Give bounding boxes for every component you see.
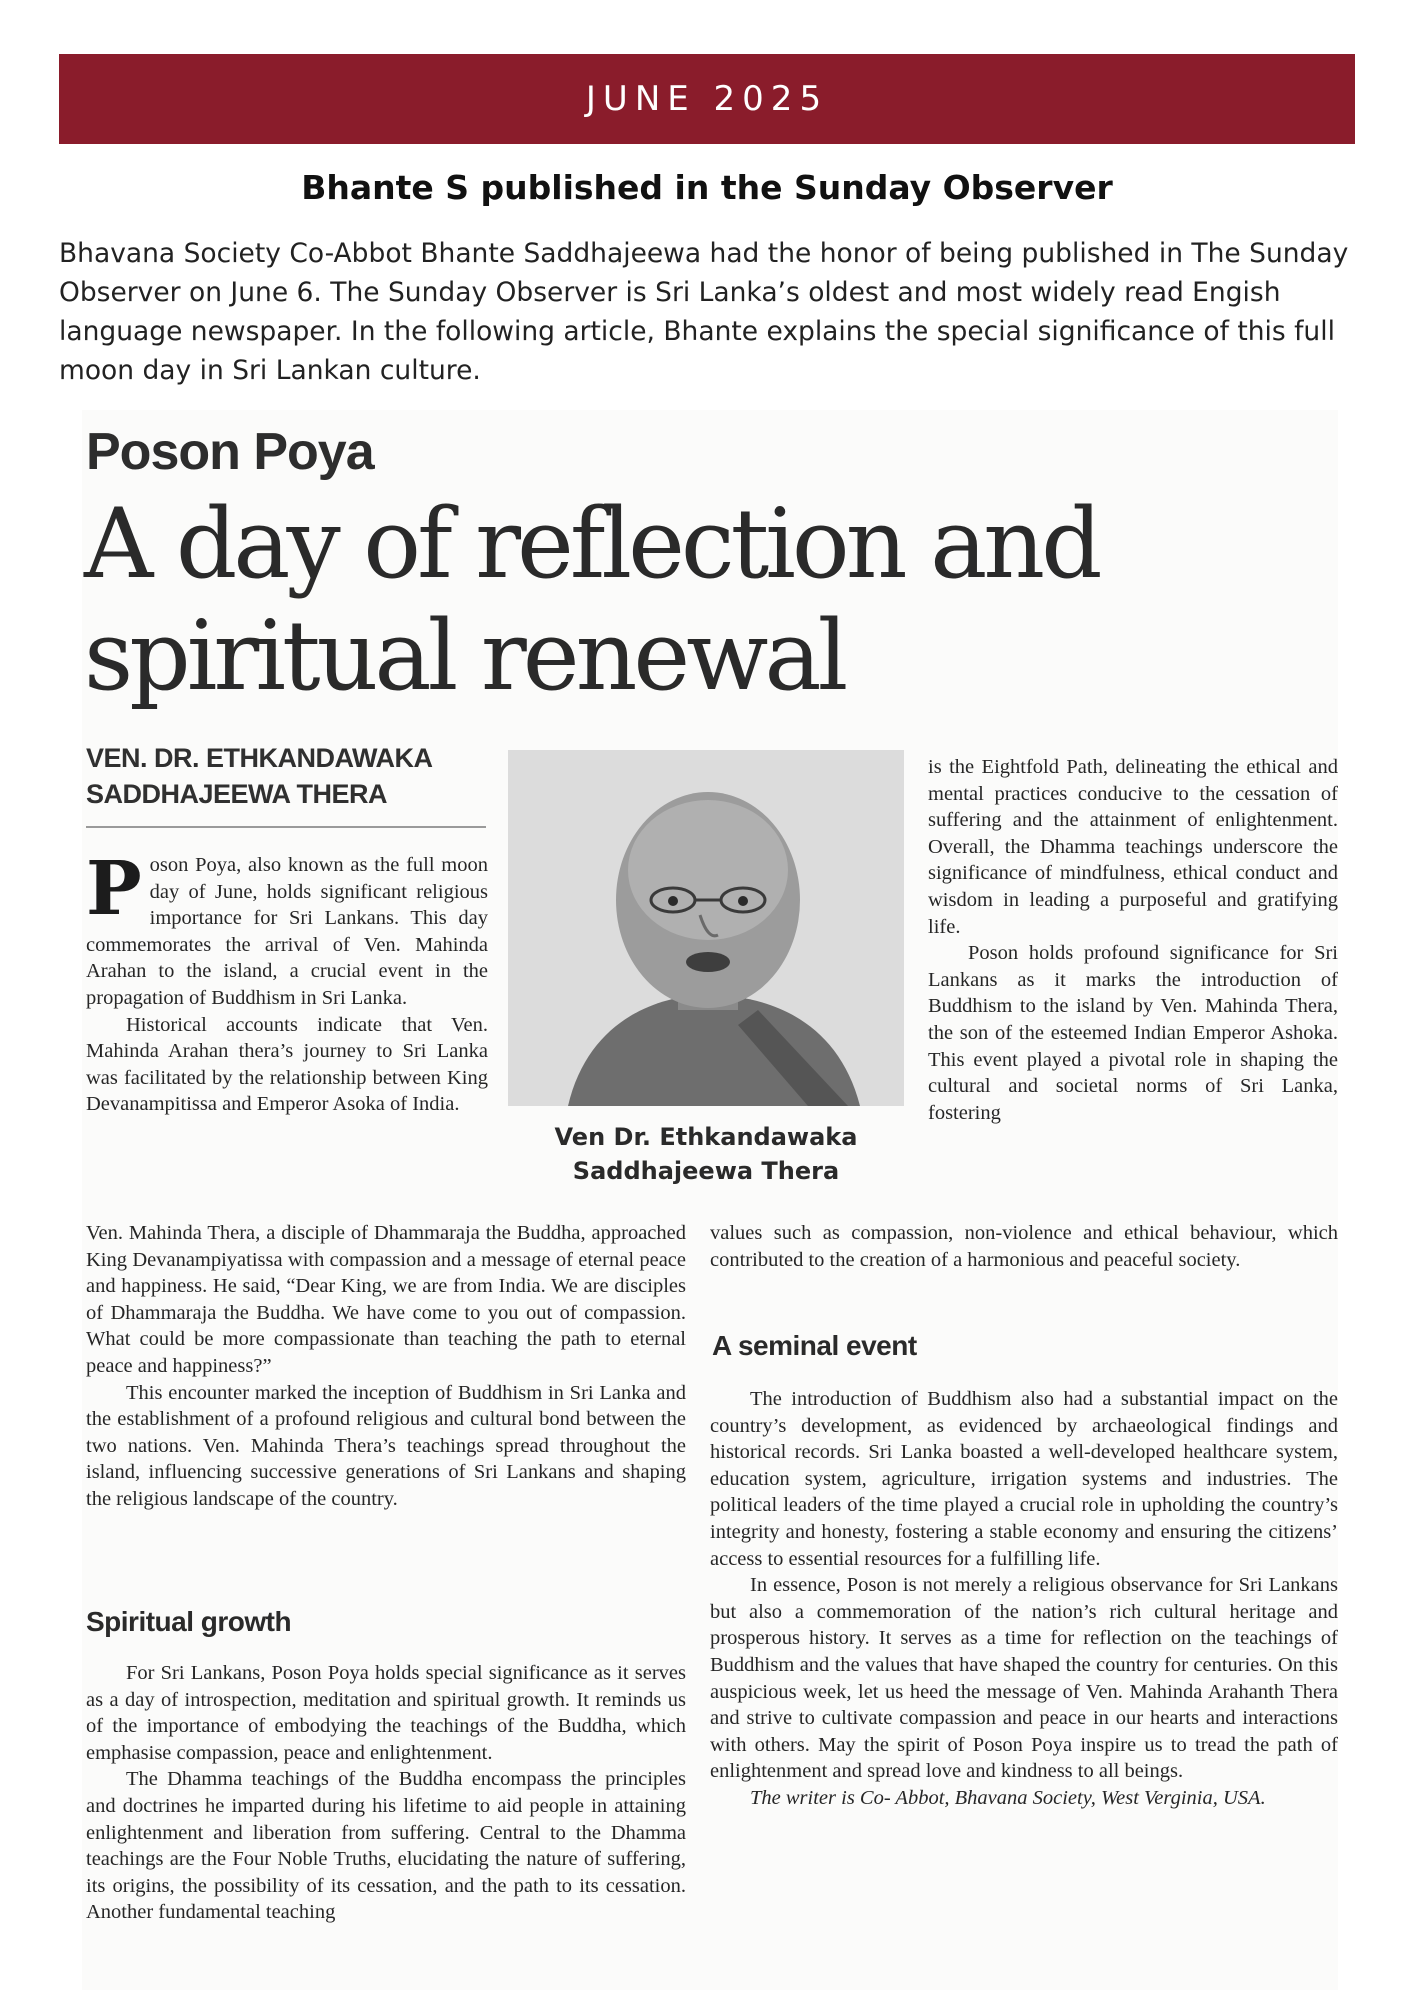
- paragraph: Historical accounts indicate that Ven. Mahinda Arahan thera’s journey to Sri Lanka was facilitated by the relationship between King Devanampitissa and Emperor Asoka of India.: [86, 1013, 488, 1116]
- paragraph: Poson Poya, also known as the full moon day of June, holds significant religious importance for Sri Lankans. This day commemorates the arrival of Ven. Mahinda Arahan to the island, a crucial event in the propagation of Buddhism in Sri Lanka.: [86, 846, 488, 1009]
- article-seminal-column: [710, 1386, 1338, 1812]
- drop-cap: P: [86, 846, 142, 932]
- subhead-seminal-event: A seminal event: [712, 1330, 917, 1361]
- article-byline: VEN. DR. ETHKANDAWAKA SADDHAJEEWA THERA: [86, 743, 432, 809]
- article-wide-column: [86, 1220, 686, 1513]
- paragraph: Poson holds profound significance for Sri Lankans as it marks the introduction of Buddhism to the island by Ven. Mahinda Thera, the son of the esteemed Indian Emperor Ashoka. This event played a pivotal role in shaping the cultural and societal norms of Sri Lanka, fostering: [928, 942, 1338, 1124]
- article-spiritual-column: [86, 1660, 686, 1926]
- photo-caption: Ven Dr. Ethkandawaka Saddhajeewa Thera: [554, 1123, 858, 1185]
- post-title: Bhante S published in the Sunday Observer: [301, 168, 1113, 207]
- article-right-top-column: [928, 754, 1338, 1126]
- newspaper-clipping: [82, 410, 1338, 1990]
- article-left-column: [86, 846, 488, 1118]
- paragraph: The Dhamma teachings of the Buddha encompass the principles and doctrines he imparted during his lifetime to aid people in attaining enlightenment and liberation from suffering. Central to the Dhamma teachings are the Four Noble Truths, elucidating the nature of suffering, its origins, the possibility of its cessation, and the path to its cessation. Another fundamental teaching: [86, 1768, 686, 1924]
- paragraph: In essence, Poson is not merely a religious observance for Sri Lankans but also a commemoration of the nation’s rich cultural heritage and prosperous history. It serves as a time for reflection on the teachings of Buddhism and the values that have shaped the country for centuries. On this auspicious week, let us heed the message of Ven. Mahinda Arahanth Thera and strive to cultivate compassion and peace in our hearts and interactions with others. May the spirit of Poson Poya inspire us to tread the path of enlightenment and spread love and kindness to all beings.: [710, 1574, 1338, 1783]
- paragraph: Ven. Mahinda Thera, a disciple of Dhammaraja the Buddha, approached King Devanampiyatissa with compassion and a message of eternal peace and happiness. He said, “Dear King, we are from India. We are disciples of Dhammaraja the Buddha. We have come to you out of compassion. What could be more compassionate than teaching the path to eternal peace and happiness?”: [86, 1222, 686, 1377]
- paragraph: The introduction of Buddhism also had a substantial impact on the country’s development, as evidenced by archaeological findings and historical records. Sri Lanka boasted a well-developed healthcare system, education system, agriculture, irrigation systems and industries. The political leaders of the time played a crucial role in upholding the country’s integrity and honesty, fostering a stable economy and ensuring the citizens’ access to essential resources for a fulfilling life.: [710, 1388, 1338, 1570]
- subhead-spiritual-growth: Spiritual growth: [86, 1606, 292, 1637]
- post-intro: Bhavana Society Co-Abbot Bhante Saddhajeewa had the honor of being published in The Sunday Observer on June 6. The Sunday Observer is Sri Lanka’s oldest and most widely read Engish language newspaper. In the following article, Bhante explains the special significance of this full moon day in Sri Lankan culture.: [59, 238, 1349, 386]
- date-banner: [59, 54, 1355, 144]
- article-right-continue: [710, 1220, 1338, 1273]
- paragraph: For Sri Lankans, Poson Poya holds special significance as it serves as a day of introspection, meditation and spiritual growth. It reminds us of the importance of embodying the teachings of the Buddha, which emphasise compassion, peace and enlightenment.: [86, 1662, 686, 1764]
- byline-divider: [86, 826, 486, 828]
- author-photo: [508, 750, 904, 1106]
- article-kicker: Poson Poya: [86, 423, 374, 481]
- paragraph: This encounter marked the inception of Buddhism in Sri Lanka and the establishment of a profound religious and cultural bond between the two nations. Ven. Mahinda Thera’s teachings spread throughout the island, influencing successive generations of Sri Lankans and shaping the religious landscape of the country.: [86, 1381, 686, 1510]
- paragraph: values such as compassion, non-violence and ethical behaviour, which contributed to the creation of a harmonious and peaceful society.: [710, 1222, 1338, 1271]
- banner-date: JUNE 2025: [585, 79, 829, 119]
- article-headline: A day of reflection and spiritual renewal: [84, 488, 1099, 712]
- author-credit: The writer is Co- Abbot, Bhavana Society, West Verginia, USA.: [750, 1786, 1266, 1809]
- paragraph: is the Eightfold Path, delineating the ethical and mental practices conducive to the cessation of suffering and the attainment of enlightenment. Overall, the Dhamma teachings underscore the significance of mindfulness, ethical conduct and wisdom in leading a purposeful and gratifying life.: [928, 756, 1338, 938]
